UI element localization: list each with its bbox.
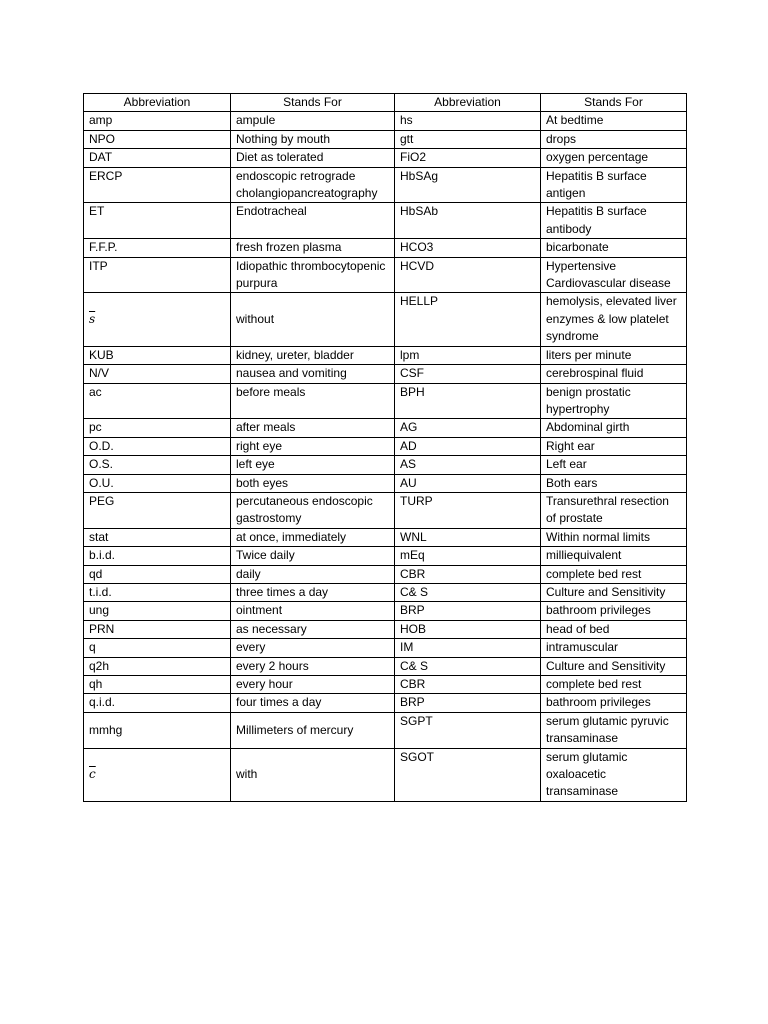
header-stands-for-1: Stands For [231, 94, 395, 112]
meaning-cell: Millimeters of mercury [231, 712, 395, 748]
table-row [84, 167, 687, 203]
abbreviation-cell: PRN [84, 620, 231, 638]
abbreviation-cell: IM [395, 639, 541, 657]
table-row [84, 203, 687, 239]
meaning-cell: benign prostatic hypertrophy [541, 383, 687, 419]
table-row [84, 547, 687, 565]
meaning-cell: serum glutamic oxaloacetic transaminase [541, 748, 687, 801]
abbreviation-cell: HCO3 [395, 239, 541, 257]
meaning-cell: at once, immediately [231, 528, 395, 546]
meaning-cell: left eye [231, 456, 395, 474]
meaning-cell: Twice daily [231, 547, 395, 565]
table-row [84, 383, 687, 419]
abbreviation-cell: CBR [395, 565, 541, 583]
meaning-cell: Culture and Sensitivity [541, 657, 687, 675]
meaning-cell: four times a day [231, 694, 395, 712]
abbreviation-cell: b.i.d. [84, 547, 231, 565]
meaning-cell: every hour [231, 676, 395, 694]
meaning-cell: Both ears [541, 474, 687, 492]
meaning-cell: without [231, 293, 395, 346]
meaning-cell: kidney, ureter, bladder [231, 346, 395, 364]
meaning-cell: Hypertensive Cardiovascular disease [541, 257, 687, 293]
abbreviation-cell: lpm [395, 346, 541, 364]
abbreviation-cell: NPO [84, 130, 231, 148]
abbreviation-cell: stat [84, 528, 231, 546]
table-row [84, 239, 687, 257]
meaning-cell: Hepatitis B surface antigen [541, 167, 687, 203]
abbreviation-cell: mmhg [84, 712, 231, 748]
table-row [84, 130, 687, 148]
overbar-symbol: $\overline{c}$ [89, 767, 96, 782]
abbreviation-cell: qh [84, 676, 231, 694]
abbreviation-cell: DAT [84, 149, 231, 167]
meaning-cell: Right ear [541, 437, 687, 455]
table-row [84, 456, 687, 474]
meaning-cell: every 2 hours [231, 657, 395, 675]
header-stands-for-2: Stands For [541, 94, 687, 112]
abbreviation-cell: F.F.P. [84, 239, 231, 257]
abbreviation-cell: ERCP [84, 167, 231, 203]
table-row [84, 639, 687, 657]
meaning-cell: Culture and Sensitivity [541, 583, 687, 601]
meaning-cell: before meals [231, 383, 395, 419]
table-row [84, 676, 687, 694]
abbreviation-cell: HELLP [395, 293, 541, 346]
abbreviation-cell: AU [395, 474, 541, 492]
meaning-cell: endoscopic retrograde cholangiopancreatography [231, 167, 395, 203]
meaning-cell: Abdominal girth [541, 419, 687, 437]
table-row [84, 112, 687, 130]
meaning-cell: serum glutamic pyruvic transaminase [541, 712, 687, 748]
abbreviation-cell: FiO2 [395, 149, 541, 167]
abbreviation-cell: SGPT [395, 712, 541, 748]
table-row [84, 257, 687, 293]
meaning-cell: Diet as tolerated [231, 149, 395, 167]
meaning-cell: head of bed [541, 620, 687, 638]
meaning-cell: Transurethral resection of prostate [541, 492, 687, 528]
table-row [84, 748, 687, 801]
abbreviation-cell: ET [84, 203, 231, 239]
abbreviation-cell: HOB [395, 620, 541, 638]
meaning-cell: after meals [231, 419, 395, 437]
meaning-cell: drops [541, 130, 687, 148]
table-row [84, 528, 687, 546]
meaning-cell: Within normal limits [541, 528, 687, 546]
abbreviation-cell: qd [84, 565, 231, 583]
abbreviation-cell: ITP [84, 257, 231, 293]
abbreviation-cell: AS [395, 456, 541, 474]
meaning-cell: every [231, 639, 395, 657]
meaning-cell: intramuscular [541, 639, 687, 657]
meaning-cell: milliequivalent [541, 547, 687, 565]
abbreviation-cell: ac [84, 383, 231, 419]
abbreviation-cell: O.S. [84, 456, 231, 474]
abbreviation-document [83, 93, 686, 802]
abbreviation-cell: BRP [395, 602, 541, 620]
table-header-row [84, 94, 687, 112]
meaning-cell: hemolysis, elevated liver enzymes & low platelet syndrome [541, 293, 687, 346]
meaning-cell: daily [231, 565, 395, 583]
table-row [84, 657, 687, 675]
meaning-cell: right eye [231, 437, 395, 455]
meaning-cell: as necessary [231, 620, 395, 638]
overbar-symbol: $\overline{s}$ [89, 311, 96, 326]
meaning-cell: bathroom privileges [541, 694, 687, 712]
abbreviation-cell: O.U. [84, 474, 231, 492]
table-row [84, 694, 687, 712]
abbreviation-cell: q [84, 639, 231, 657]
abbreviation-cell: SGOT [395, 748, 541, 801]
meaning-cell: both eyes [231, 474, 395, 492]
abbreviation-cell: N/V [84, 365, 231, 383]
meaning-cell: ampule [231, 112, 395, 130]
abbreviation-cell: C& S [395, 657, 541, 675]
abbreviation-cell: pc [84, 419, 231, 437]
meaning-cell: oxygen percentage [541, 149, 687, 167]
abbreviation-cell: hs [395, 112, 541, 130]
abbreviation-cell: mEq [395, 547, 541, 565]
meaning-cell: At bedtime [541, 112, 687, 130]
abbreviation-cell: AG [395, 419, 541, 437]
abbreviation-cell: O.D. [84, 437, 231, 455]
abbreviation-cell: HbSAg [395, 167, 541, 203]
abbreviation-table [83, 93, 687, 802]
abbreviation-cell: CSF [395, 365, 541, 383]
meaning-cell: ointment [231, 602, 395, 620]
abbreviation-cell: q2h [84, 657, 231, 675]
abbreviation-cell: PEG [84, 492, 231, 528]
meaning-cell: Left ear [541, 456, 687, 474]
table-row [84, 419, 687, 437]
meaning-cell: cerebrospinal fluid [541, 365, 687, 383]
meaning-cell: percutaneous endoscopic gastrostomy [231, 492, 395, 528]
table-row [84, 365, 687, 383]
meaning-cell: bathroom privileges [541, 602, 687, 620]
abbreviation-cell [84, 293, 231, 346]
meaning-cell: Idiopathic thrombocytopenic purpura [231, 257, 395, 293]
meaning-cell: complete bed rest [541, 676, 687, 694]
meaning-cell: complete bed rest [541, 565, 687, 583]
table-row [84, 492, 687, 528]
table-row [84, 565, 687, 583]
abbreviation-cell: CBR [395, 676, 541, 694]
abbreviation-cell: TURP [395, 492, 541, 528]
abbreviation-cell: KUB [84, 346, 231, 364]
abbreviation-cell: HbSAb [395, 203, 541, 239]
abbreviation-cell: BRP [395, 694, 541, 712]
meaning-cell: Endotracheal [231, 203, 395, 239]
meaning-cell: Nothing by mouth [231, 130, 395, 148]
abbreviation-cell [84, 748, 231, 801]
abbreviation-cell: WNL [395, 528, 541, 546]
abbreviation-cell: t.i.d. [84, 583, 231, 601]
meaning-cell: three times a day [231, 583, 395, 601]
header-abbreviation-1: Abbreviation [84, 94, 231, 112]
header-abbreviation-2: Abbreviation [395, 94, 541, 112]
table-row [84, 620, 687, 638]
abbreviation-cell: HCVD [395, 257, 541, 293]
table-row [84, 346, 687, 364]
table-row [84, 149, 687, 167]
table-row [84, 583, 687, 601]
abbreviation-cell: C& S [395, 583, 541, 601]
abbreviation-cell: gtt [395, 130, 541, 148]
table-row [84, 474, 687, 492]
abbreviation-cell: amp [84, 112, 231, 130]
abbreviation-cell: q.i.d. [84, 694, 231, 712]
meaning-cell: nausea and vomiting [231, 365, 395, 383]
meaning-cell: liters per minute [541, 346, 687, 364]
meaning-cell: bicarbonate [541, 239, 687, 257]
abbreviation-cell: ung [84, 602, 231, 620]
meaning-cell: fresh frozen plasma [231, 239, 395, 257]
table-row [84, 712, 687, 748]
meaning-cell: Hepatitis B surface antibody [541, 203, 687, 239]
table-row [84, 437, 687, 455]
abbreviation-cell: BPH [395, 383, 541, 419]
table-row [84, 602, 687, 620]
table-row [84, 293, 687, 346]
meaning-cell: with [231, 748, 395, 801]
abbreviation-cell: AD [395, 437, 541, 455]
table-body [84, 112, 687, 801]
